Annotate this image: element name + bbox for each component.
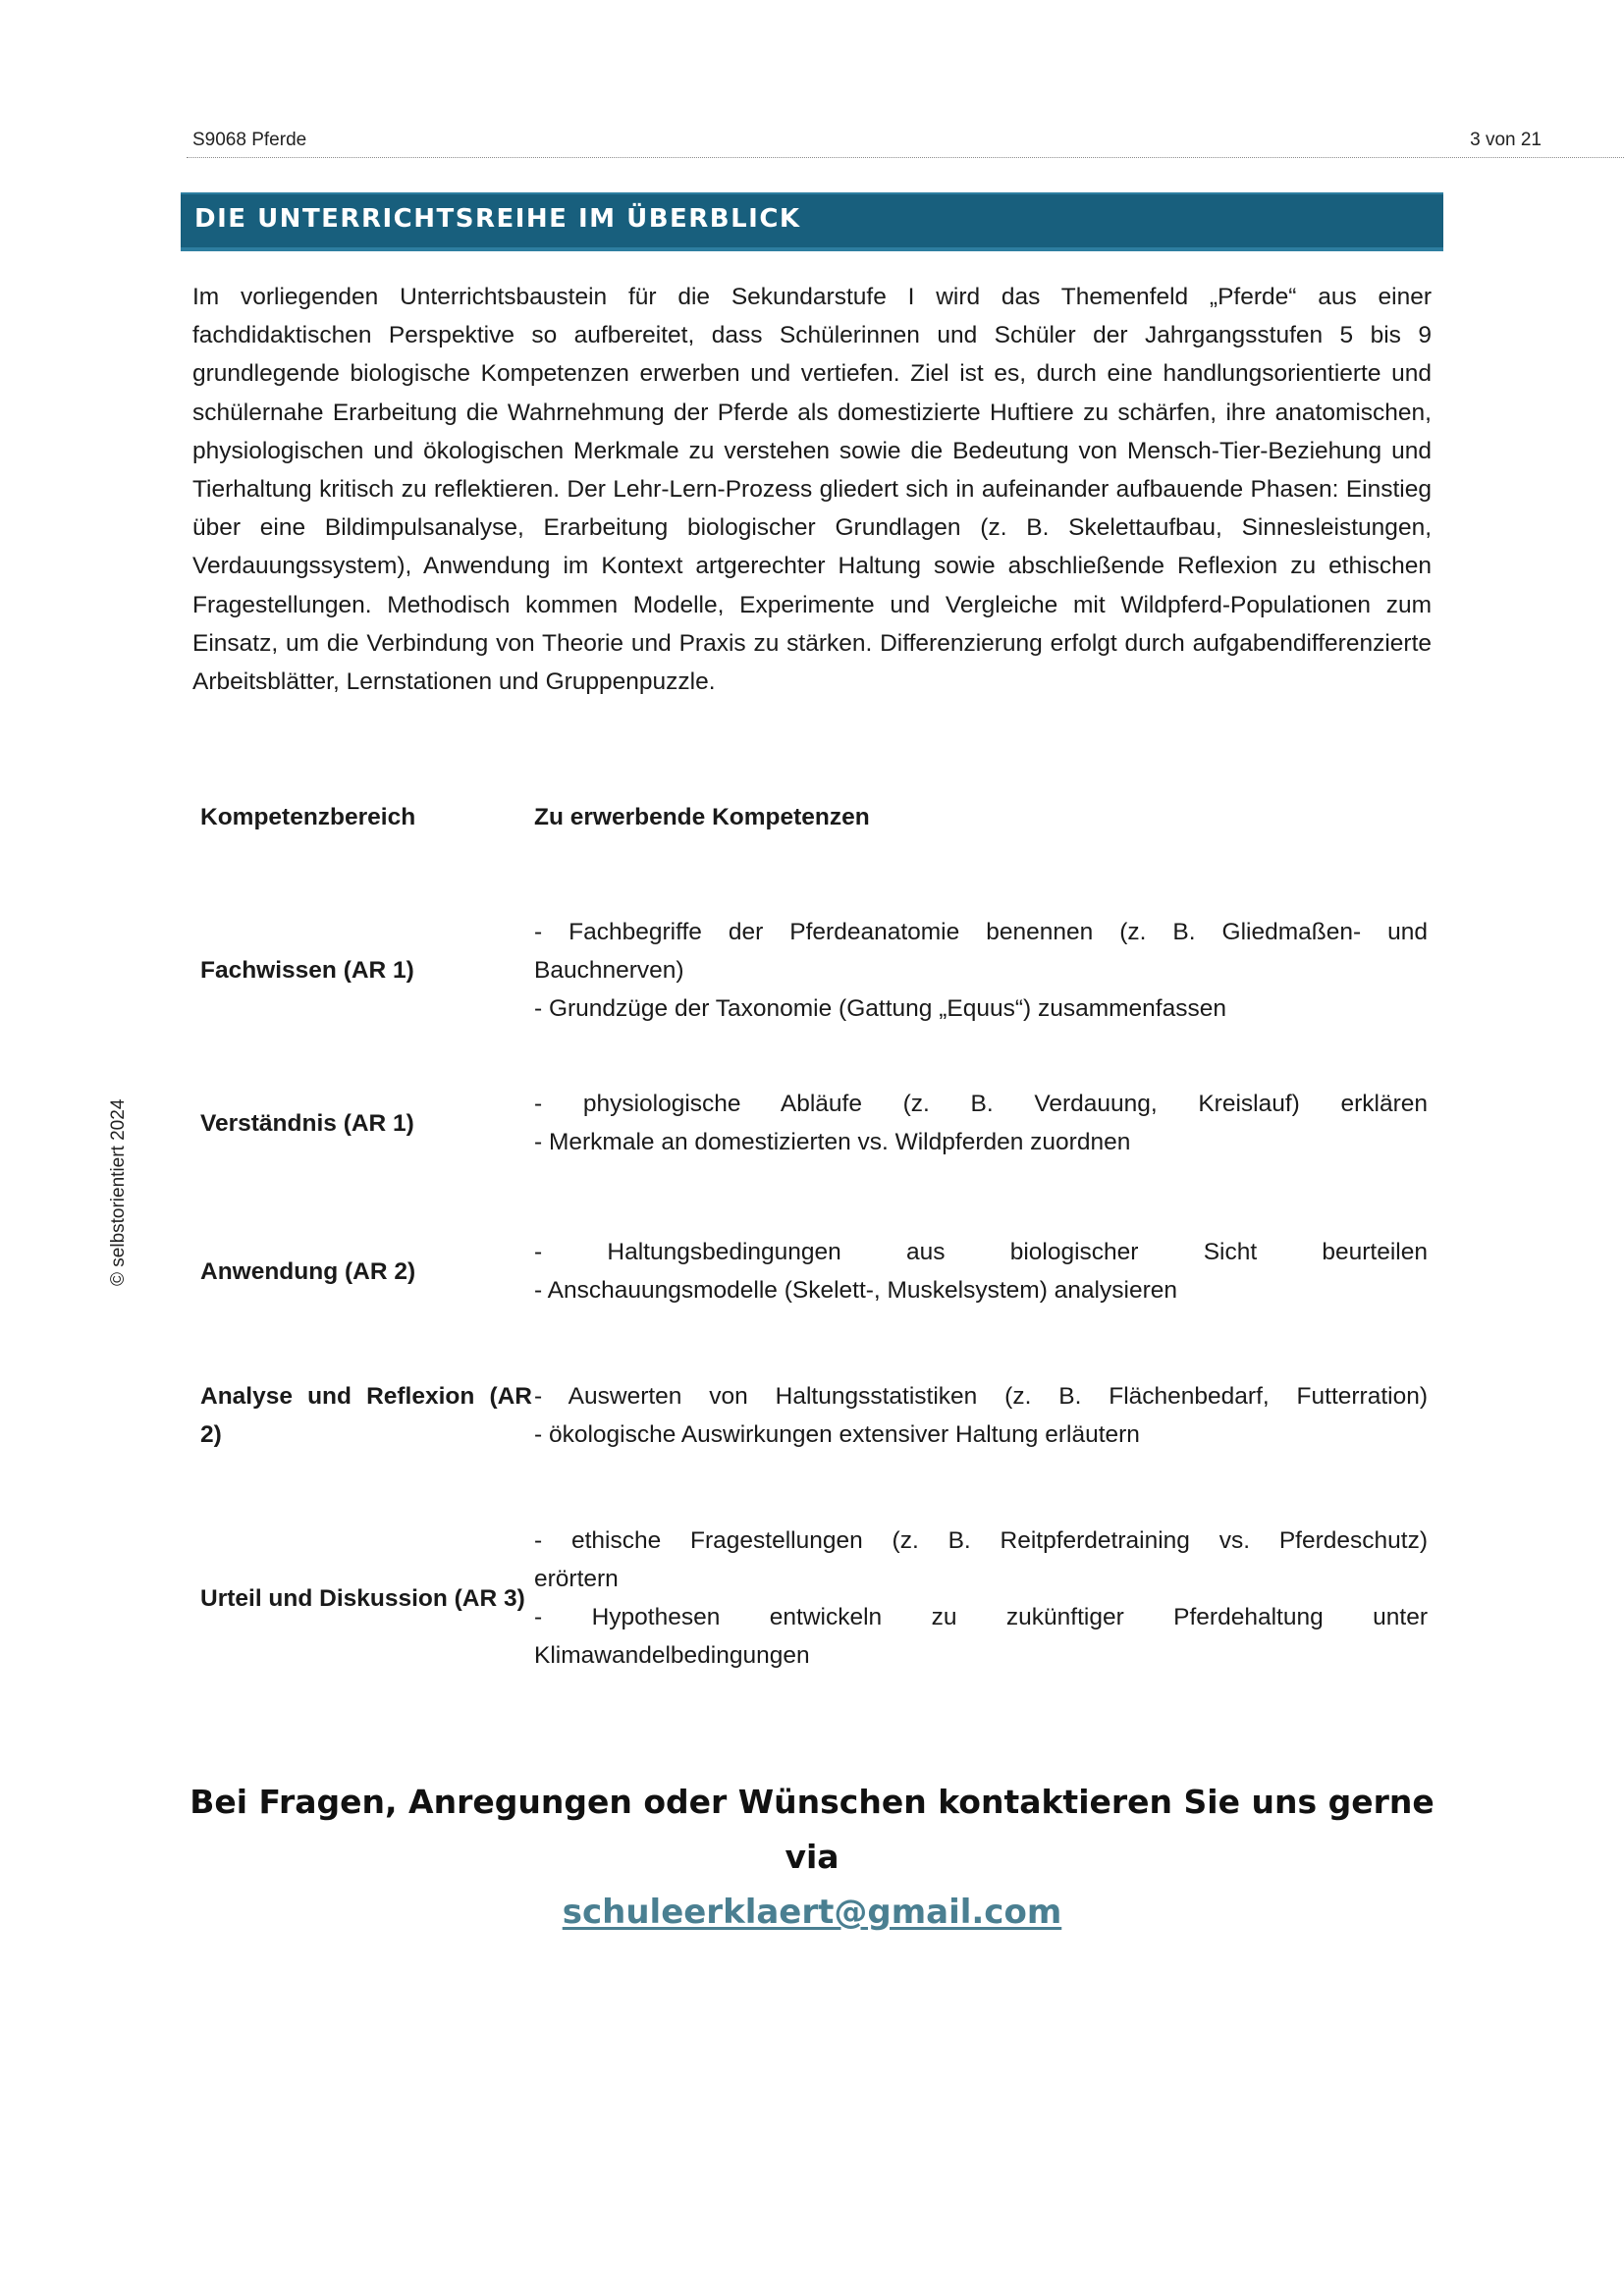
competency-line: - Grundzüge der Taxonomie (Gattung „Equus“) zusammenfassen: [534, 994, 1226, 1022]
competency-area: Urteil und Diskussion (AR 3): [200, 1584, 525, 1612]
competency-area: Analyse und Reflexion (AR 2): [200, 1383, 532, 1448]
table-row: [192, 1207, 1428, 1335]
section-banner: [181, 192, 1443, 251]
competency-area: Verständnis (AR 1): [200, 1109, 414, 1137]
competency-line: - Hypothesen entwickeln zu zukünftiger Pferdehaltung unter: [534, 1604, 1428, 1630]
competency-area: Fachwissen (AR 1): [200, 956, 414, 984]
competency-line: - ökologische Auswirkungen extensiver Haltung erläutern: [534, 1421, 1140, 1448]
header-document-id: S9068 Pferde: [192, 130, 307, 150]
competency-table: [192, 791, 1428, 1700]
competency-area: Anwendung (AR 2): [200, 1257, 416, 1285]
section-title: DIE UNTERRICHTSREIHE IM ÜBERBLICK: [194, 204, 801, 234]
copyright-notice: © selbstorientiert 2024: [108, 1098, 129, 1286]
competency-line: - ethische Fragestellungen (z. B. Reitpferdetraining vs. Pferdeschutz): [534, 1527, 1428, 1554]
table-row: [192, 893, 1428, 1046]
competency-list: [532, 1233, 1428, 1309]
header-divider: [187, 157, 1624, 158]
header-page-indicator: 3 von 21: [1470, 130, 1542, 150]
competency-line: - Fachbegriffe der Pferdeanatomie benennen (z. B. Gliedmaßen- und: [534, 918, 1428, 945]
table-row: [192, 1046, 1428, 1200]
table-header-row: [192, 791, 1428, 842]
competency-list: [532, 1377, 1428, 1454]
competency-line: - Auswerten von Haltungsstatistiken (z. B. Flächenbedarf, Futterration): [534, 1383, 1428, 1410]
competency-line: - Merkmale an domestizierten vs. Wildpferden zuordnen: [534, 1129, 1131, 1155]
competency-list: [532, 1085, 1428, 1161]
contact-email-link[interactable]: schuleerklaert@gmail.com: [562, 1893, 1062, 1932]
competency-line: - Haltungsbedingungen aus biologischer Sicht beurteilen: [534, 1239, 1428, 1265]
intro-paragraph: Im vorliegenden Unterrichtsbaustein für die Sekundarstufe I wird das Themenfeld „Pferde“ aus einer fachdidaktischen Perspektive so aufbereitet, dass Schülerinnen und Schüler der Jahrgangsstufen 5 bis 9 grundlegende biologische Kompetenzen erwerben und vertiefen. Ziel ist es, durch eine handlungsorientierte und schülernahe Erarbeitung die Wahrnehmung der Pferde als domestizierte Huftiere zu schärfen, ihre anatomischen, physiologischen und ökologischen Merkmale zu verstehen sowie die Bedeutung von Mensch-Tier-Beziehung und Tierhaltung kritisch zu reflektieren. Der Lehr-Lern-Prozess gliedert sich in aufeinander aufbauende Phasen: Einstieg über eine Bildimpulsanalyse, Erarbeitung biologischer Grundlagen (z. B. Skelettaufbau, Sinnesleistungen, Verdauungssystem), Anwendung im Kontext artgerechter Haltung sowie abschließende Reflexion zu ethischen Fragestellungen. Methodisch kommen Modelle, Experimente und Vergleiche mit Wildpferd-Populationen zum Einsatz, um die Verbindung von Theorie und Praxis zu stärken. Differenzierung erfolgt durch aufgabendifferenzierte Arbeitsblätter, Lernstationen und Gruppenpuzzle.: [192, 284, 1432, 696]
competency-line: erörtern: [534, 1566, 619, 1592]
table-header-area: Kompetenzbereich: [200, 803, 416, 830]
table-row: [192, 1339, 1428, 1492]
competency-line: - physiologische Abläufe (z. B. Verdauung, Kreislauf) erklären: [534, 1091, 1428, 1117]
competency-line: Bauchnerven): [534, 956, 684, 984]
contact-text: Bei Fragen, Anregungen oder Wünschen kontaktieren Sie uns gerne via: [189, 1783, 1435, 1876]
contact-block: [157, 1775, 1467, 1940]
table-header-competencies: Zu erwerbende Kompetenzen: [534, 803, 870, 830]
competency-list: [532, 913, 1428, 1028]
table-row: [192, 1496, 1428, 1700]
competency-list: [532, 1522, 1428, 1675]
competency-line: - Anschauungsmodelle (Skelett-, Muskelsystem) analysieren: [534, 1277, 1177, 1304]
competency-line: Klimawandelbedingungen: [534, 1642, 810, 1669]
